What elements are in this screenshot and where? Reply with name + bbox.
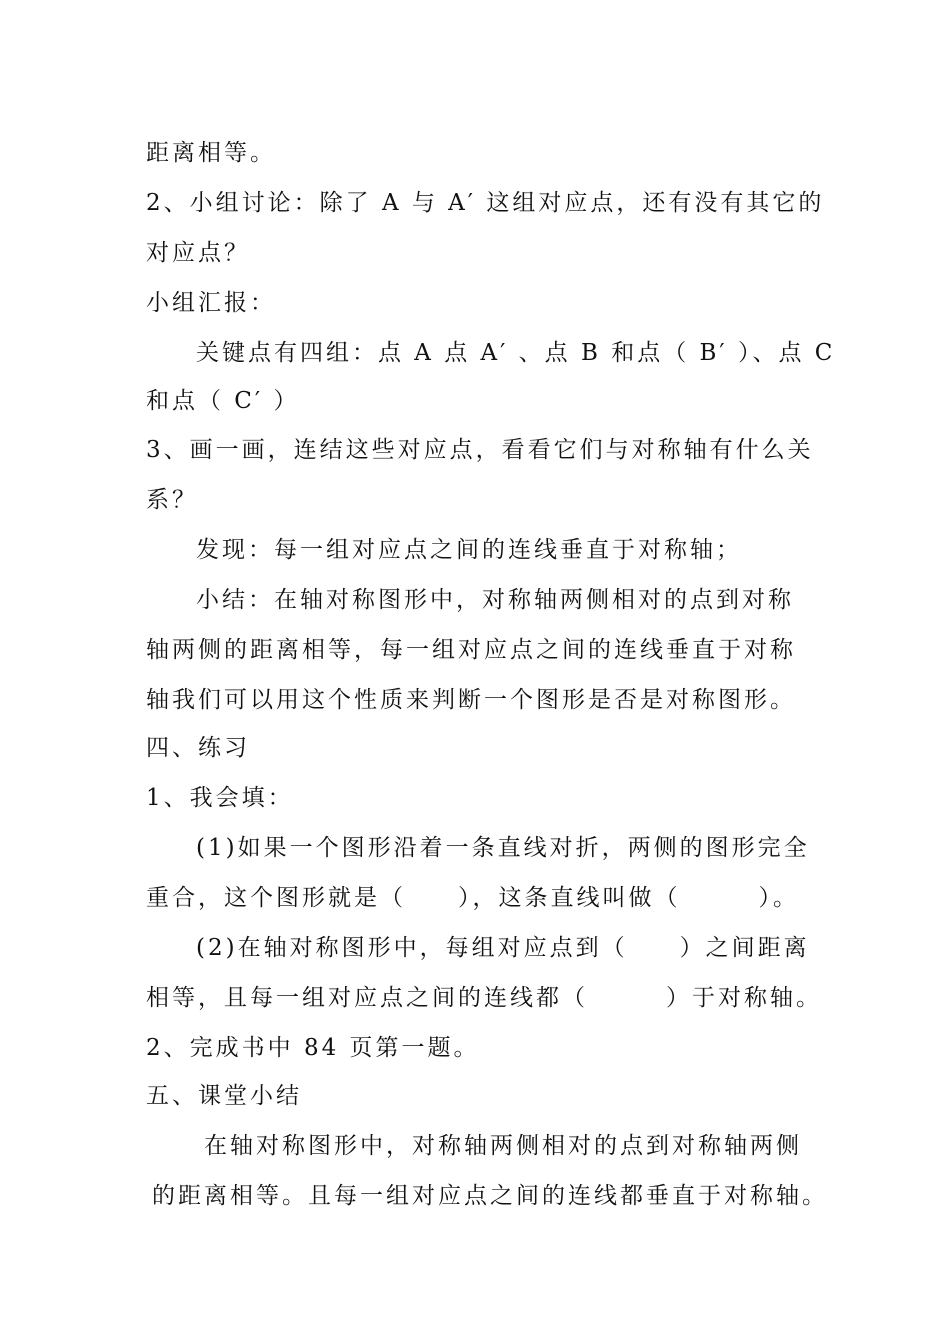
text-line-3: 对应点？ [146,240,250,266]
text-line-5: 关键点有四组：点 A 点 A′ 、点 B 和点（ B′ ）、点 C [196,340,836,366]
section-heading-summary: 五、课堂小结 [146,1083,302,1109]
text-line-18: 相等，且每一组对应点之间的连线都（ ）于对称轴。 [146,985,822,1011]
text-line-22: 的距离相等。且每一组对应点之间的连线都垂直于对称轴。 [152,1183,828,1209]
text-line-7: 3、画一画，连结这些对应点，看看它们与对称轴有什么关 [146,437,814,463]
text-line-21: 在轴对称图形中，对称轴两侧相对的点到对称轴两侧 [204,1133,802,1159]
text-line-11: 轴两侧的距离相等，每一组对应点之间的连线垂直于对称 [146,637,796,663]
text-line-1: 距离相等。 [146,140,276,166]
text-line-17: (2)在轴对称图形中，每组对应点到（ ）之间距离 [196,935,810,961]
text-line-10: 小结：在轴对称图形中，对称轴两侧相对的点到对称 [196,587,794,613]
text-line-6: 和点（ C′ ） [146,388,300,414]
text-line-9: 发现：每一组对应点之间的连线垂直于对称轴； [196,537,742,563]
text-line-16: 重合，这个图形就是（ ），这条直线叫做（ ）。 [146,885,799,911]
text-line-2: 2、小组讨论：除了 A 与 A′ 这组对应点，还有没有其它的 [146,190,825,216]
text-line-14: 1、我会填： [146,785,294,811]
text-line-12: 轴我们可以用这个性质来判断一个图形是否是对称图形。 [146,687,796,713]
section-heading-practice: 四、练习 [146,735,250,761]
text-line-8: 系？ [146,487,198,513]
text-line-4: 小组汇报： [146,290,276,316]
text-line-19: 2、完成书中 84 页第一题。 [146,1035,480,1061]
text-line-15: (1)如果一个图形沿着一条直线对折，两侧的图形完全 [196,835,810,861]
